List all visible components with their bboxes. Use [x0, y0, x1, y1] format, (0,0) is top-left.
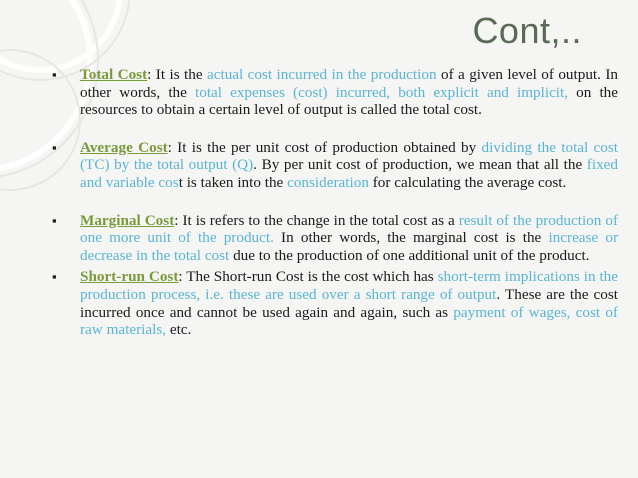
item-text: for calculating the average cost.	[368, 173, 567, 191]
item-text: of a given level of output. In other words, the	[80, 66, 619, 101]
item-text: : It is the per unit cost of production obtained by	[167, 138, 482, 156]
item-highlight: total expenses (cost) incurred, both explicit and implicit,	[195, 83, 569, 101]
list-item-marginal-cost	[52, 212, 618, 265]
item-highlight: result of the production of one more unit of the product.	[80, 211, 618, 247]
item-text: : The Short-run Cost is the cost which has	[178, 268, 438, 286]
item-text: In other words, the marginal cost is the	[273, 229, 549, 247]
bullet-icon: ▪	[52, 139, 57, 155]
bullet-icon: ▪	[52, 212, 57, 228]
item-highlight: payment of wages, cost of raw materials,	[80, 303, 618, 339]
item-text: : It is the	[147, 66, 207, 83]
item-highlight: dividing the total cost (TC) by the total output (Q)	[80, 138, 618, 174]
term-total-cost: Total Cost	[80, 66, 148, 83]
term-short-run-cost: Short-run Cost	[80, 268, 179, 286]
item-highlight: actual cost incurred in the production	[207, 66, 437, 83]
bullet-icon: ▪	[52, 67, 57, 82]
item-highlight: short-term implications in the production process, i.e. these are used over a short range of output	[80, 268, 618, 303]
item-text: t is taken into the	[178, 173, 288, 191]
item-text: due to the production of one additional unit of the product.	[229, 246, 590, 264]
term-marginal-cost: Marginal Cost	[80, 211, 175, 229]
item-text: . By per unit cost of production, we mean that all the	[253, 156, 587, 174]
item-highlight: fixed and variable cos	[80, 156, 619, 191]
item-highlight: consideration	[287, 173, 369, 191]
item-text: : It is refers to the change in the total cost as a	[174, 211, 459, 229]
list-item-total-cost	[52, 66, 618, 119]
bullet-icon: ▪	[52, 269, 57, 285]
item-text: on the resources to obtain a certain level of output is called the total cost.	[80, 83, 618, 119]
item-text: . These are the cost incurred once and cannot be used again and again, such as	[80, 285, 619, 321]
page-title: Cont,..	[472, 10, 582, 51]
cost-definitions-list	[52, 66, 618, 339]
item-highlight: increase or decrease in the total cost	[80, 229, 618, 264]
list-item-short-run-cost	[52, 268, 618, 338]
item-text: etc.	[166, 321, 192, 339]
list-item-average-cost	[52, 139, 618, 192]
term-average-cost: Average Cost	[80, 138, 168, 156]
